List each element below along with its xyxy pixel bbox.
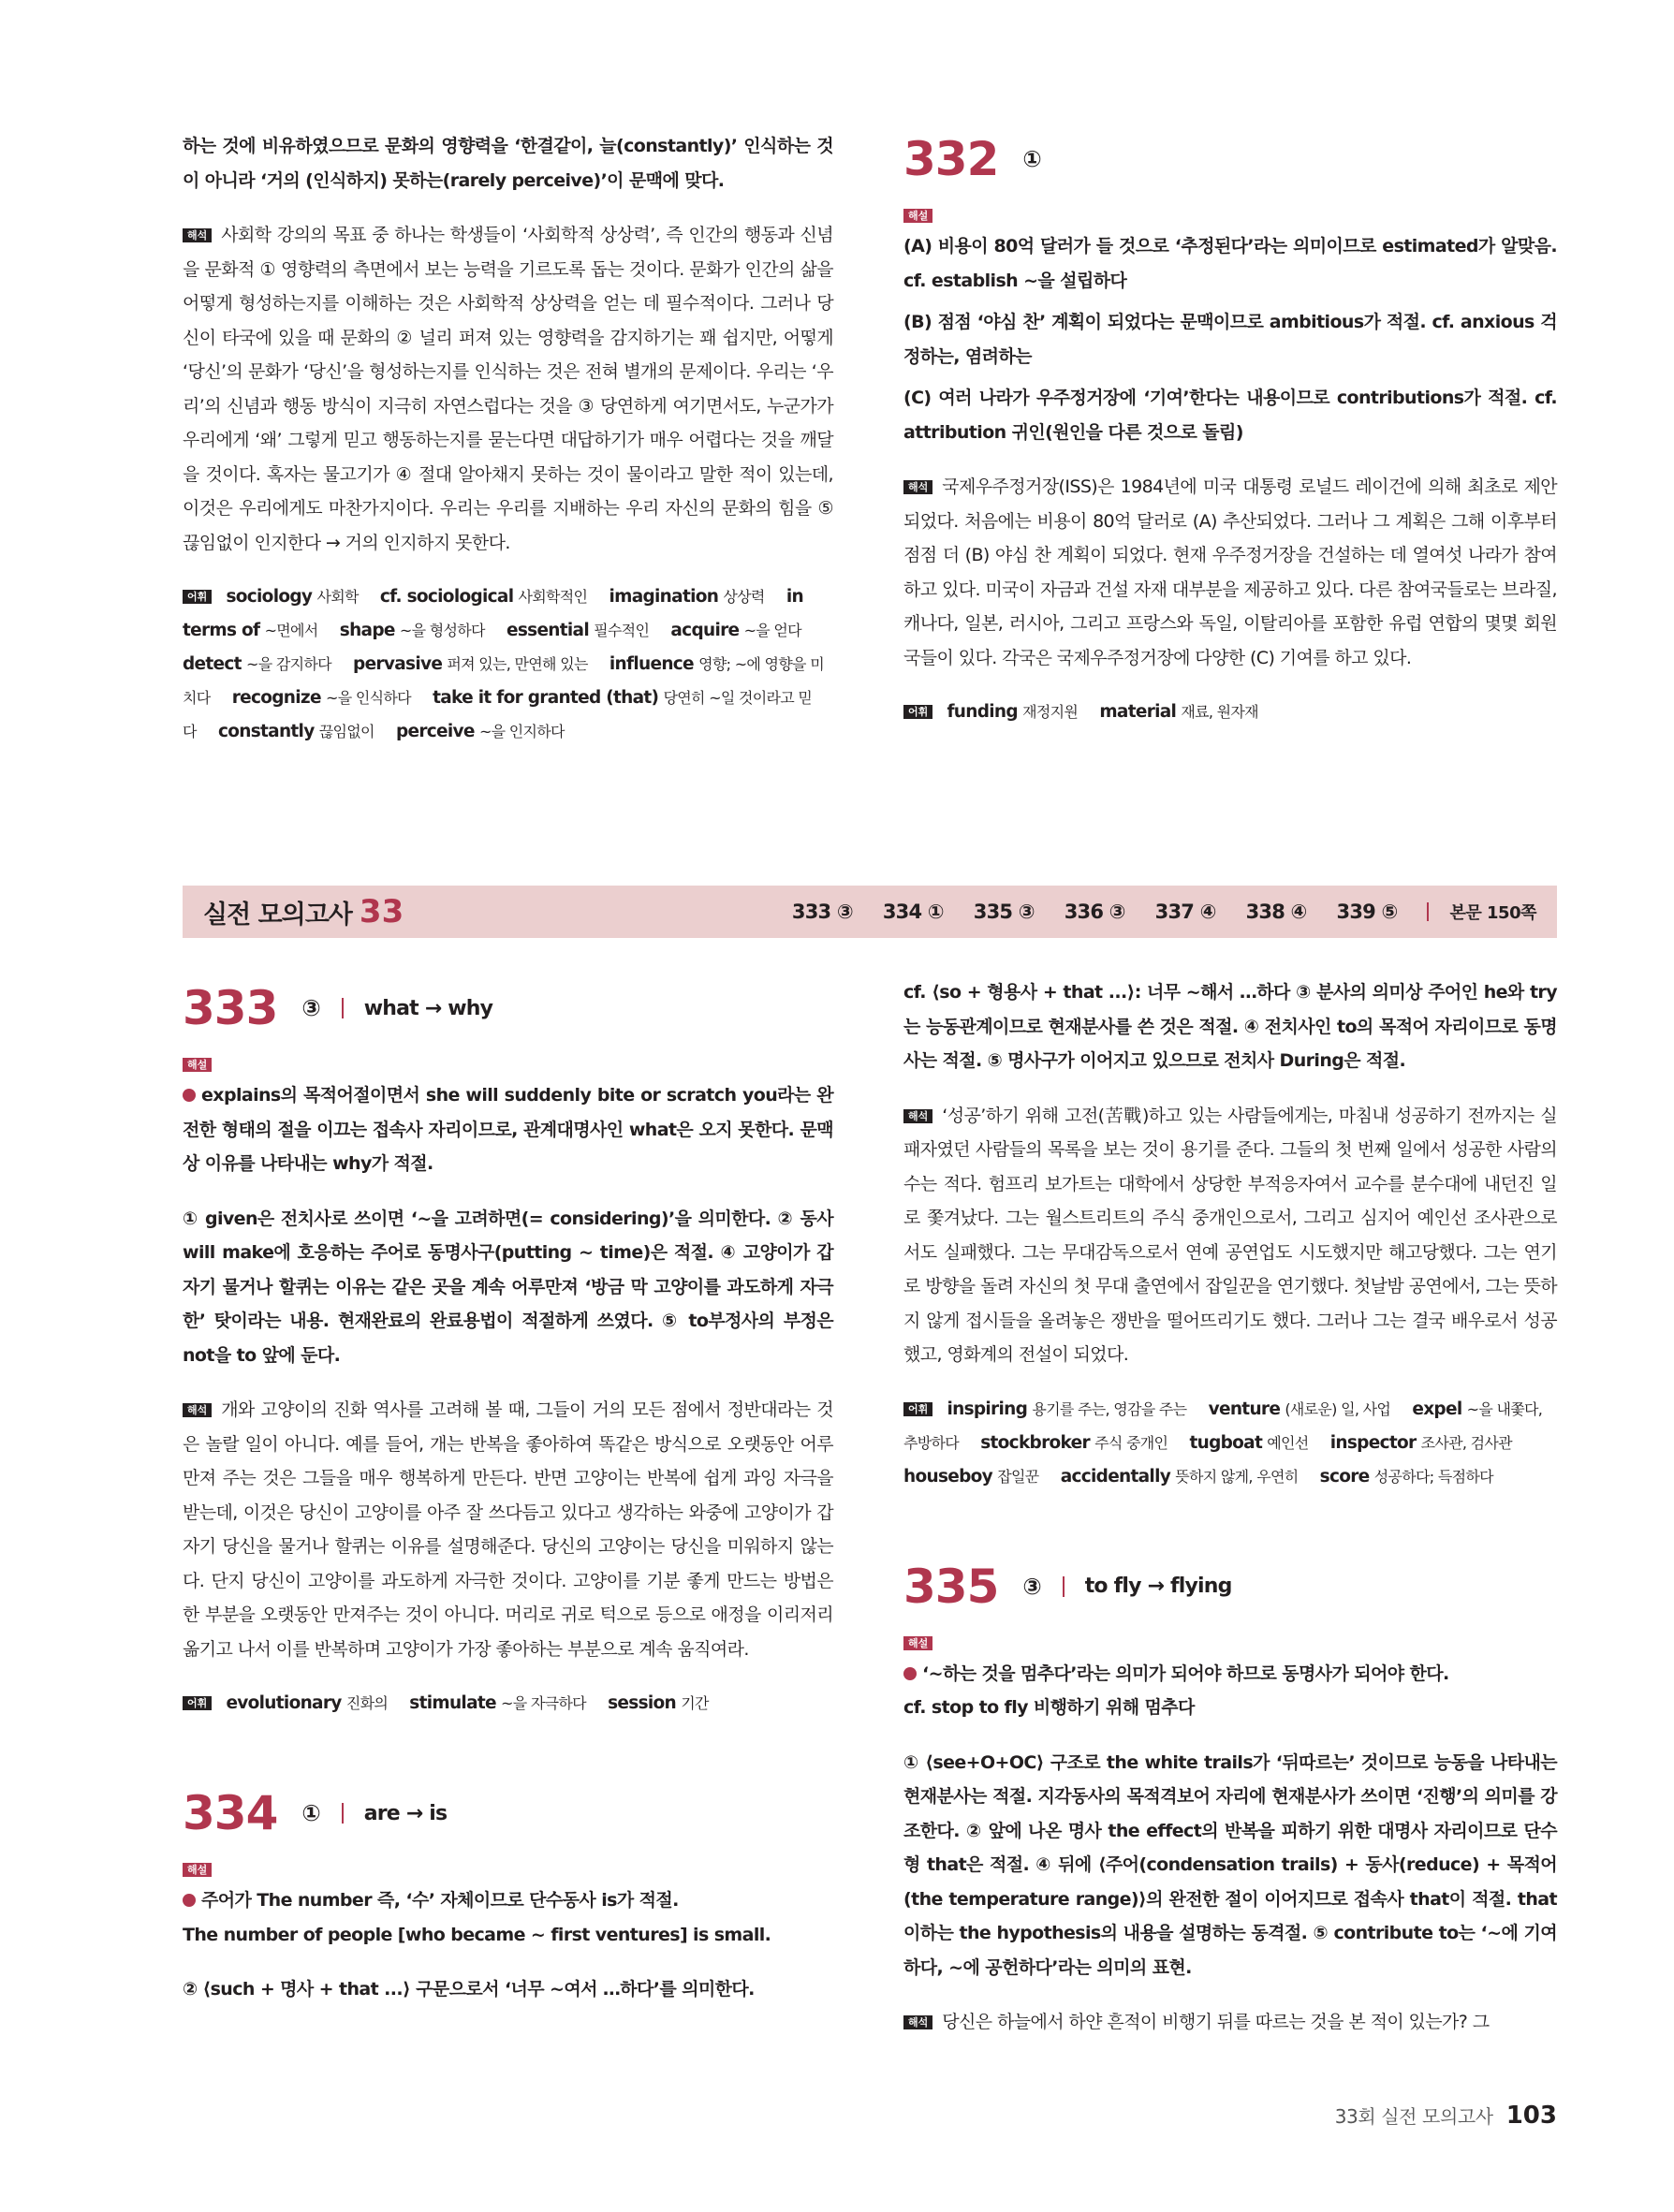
vocab-meaning: 재료, 원자재 [1181, 703, 1258, 721]
vocab-list [183, 580, 833, 749]
footer-label: 33회 실전 모의고사 [1334, 2105, 1493, 2128]
page-footer [1297, 2102, 1557, 2130]
vocab-meaning: 용기를 주는, 영감을 주는 [1032, 1399, 1187, 1418]
explanation-tag: 해설 [903, 1636, 932, 1650]
explanation-item-b: (B) 점점 ‘야심 찬’ 계획이 되었다는 문맥이므로 ambitious가 적절. cf. anxious 걱정하는, 염려하는 [903, 312, 1557, 367]
translation-paragraph [183, 218, 833, 560]
translation-text: 사회학 강의의 목표 중 하나는 학생들이 ‘사회학적 상상력’, 즉 인간의 행동과 신념을 문화적 ① 영향력의 측면에서 보는 능력을 기르도록 돕는 것이다. 문화가 인간의 삶을 어떻게 형성하는지를 이해하는 것은 사회학적 상상력을 얻는 데 필수적이다. 그러나 당신이 타국에 있을 때 문화의 ② 널리 퍼져 있는 영향력을 감지하기는 꽤 쉽지만, 어떻게 ‘당신’의 문화가 ‘당신’을 형성하는지를 인식하는 것은 전혀 별개의 문제이다. 우리는 ‘우리’의 신념과 행동 방식이 지극히 자연스럽다는 것을 ③ 당연하게 여기면서도, 누군가가 우리에게 ‘왜’ 그렇게 믿고 행동하는지를 묻는다면 대답하기가 매우 어렵다는 것을 깨달을 것이다. 혹자는 물고기가 ④ 절대 알아채지 못하는 것이 물이라고 말한 적이 있는데, 이것은 우리에게도 마찬가지이다. 우리는 우리를 지배하는 우리 자신의 문화의 힘을 ⑤ 끊임없이 인지한다 → 거의 인지하지 못한다. [183, 225, 833, 553]
explanation-tag-row [183, 1054, 833, 1073]
vocab-tag: 어휘 [903, 1402, 932, 1416]
band-page-reference: 본문 150쪽 [1449, 903, 1536, 923]
band-answer: 336 ③ [1064, 901, 1125, 923]
vocab-word: evolutionary [226, 1693, 342, 1713]
header-separator [342, 1803, 344, 1824]
translation-text: 개와 고양이의 진화 역사를 고려해 볼 때, 그들이 거의 모든 점에서 정반대라는 것은 놀랄 일이 아니다. 예를 들어, 개는 반복을 좋아하여 똑같은 방식으로 오랫동안 어루만져 주는 것은 그들을 매우 행복하게 만든다. 반면 고양이는 반복에 쉽게 과잉 자극을 받는데, 이것은 당신이 고양이를 아주 잘 쓰다듬고 있다고 생각하는 와중에 고양이가 갑자기 당신을 물거나 할퀴는 이유를 설명해준다. 당신의 고양이는 당신을 미워하지 않는다. 단지 당신이 고양이를 과도하게 자극한 것이다. 고양이를 기분 좋게 만드는 방법은 한 부분을 오랫동안 만져주는 것이 아니다. 머리로 귀로 턱으로 등으로 애정을 이리저리 옮기고 나서 이를 반복하며 고양이가 가장 좋아하는 부분으로 계속 움직여라. [183, 1399, 833, 1660]
band-answer-list [762, 900, 1557, 924]
explanation-detail: ① ⟨see+O+OC⟩ 구조로 the white trails가 ‘뒤따르는’ 것이므로 능동을 나타내는 현재분사는 적절. 지각동사의 목적격보어 자리에 현재분사가 쓰이면 ‘진행’의 의미를 강조한다. ② 앞에 나온 명사 the effect의 반복을 피하기 위한 대명사 자리이므로 단수형 that은 적절. ④ 뒤에 ⟨주어(condensation trails) + 동사(reduce) + 목적어(the temperature range)⟩의 완전한 절이 이어지므로 접속사 that이 적절. that 이하는 the hypothesis의 내용을 설명하는 동격절. ⑤ contribute to는 ‘~에 기여하다, ~에 공헌하다’라는 의미의 표현. [903, 1751, 1557, 1978]
correction-text: to fly → flying [1084, 1575, 1232, 1598]
explanation-tag-row [903, 1633, 1557, 1651]
band-answer: 334 ① [882, 901, 944, 923]
vocab-tag: 어휘 [903, 705, 932, 719]
vocab-tag: 어휘 [183, 1696, 212, 1710]
translation-paragraph [183, 1393, 833, 1666]
explanation-detail-continued: cf. ⟨so + 형용사 + that ...⟩: 너무 ~해서 …하다 ③ 분사의 의미상 주어인 he와 try는 능동관계이므로 현재분사를 쓴 것은 적절. ④ 전치사인 to의 목적어 자리이므로 동명사는 적절. ⑤ 명사구가 이어지고 있으므로 전치사 During은 적절. [903, 982, 1557, 1071]
question-header [183, 1780, 833, 1846]
vocab-meaning: ~을 자극하다 [501, 1694, 586, 1712]
vocab-meaning: 재정지원 [1022, 703, 1079, 721]
vocab-word: in terms of [183, 587, 803, 640]
vocab-word: inspiring [947, 1399, 1028, 1419]
vocab-meaning: ~면에서 [264, 622, 318, 639]
vocab-meaning: 퍼져 있는, 만연해 있는 [447, 655, 588, 673]
band-answer: 333 ③ [791, 901, 853, 923]
vocab-meaning: 주식 중개인 [1094, 1433, 1168, 1452]
band-answer: 338 ④ [1245, 901, 1307, 923]
vocab-word: pervasive [353, 654, 443, 674]
vocab-list [903, 1393, 1557, 1494]
vocab-word: influence [609, 654, 694, 674]
translation-paragraph [903, 1099, 1557, 1372]
translation-tag: 해석 [903, 1109, 932, 1123]
vocab-word: funding [947, 702, 1018, 722]
answer-choice: ③ [1022, 1573, 1042, 1600]
translation-text: 국제우주정거장(ISS)은 1984년에 미국 대통령 로널드 레이건에 의해 최초로 제안되었다. 처음에는 비용이 80억 달러로 (A) 추산되었다. 그러나 그 계획은 그해 이후부터 점점 더 (B) 야심 찬 계획이 되었다. 현재 우주정거장을 건설하는 데 열여섯 나라가 참여하고 있다. 미국이 자금과 건설 자재 대부분을 제공하고 있다. 다른 참여국들로는 브라질, 캐나다, 일본, 러시아, 그리고 프랑스와 독일, 이탈리아를 포함한 유럽 연합의 몇몇 회원국들이 있다. 각국은 국제우주정거장에 다양한 (C) 기여를 하고 있다. [903, 476, 1557, 668]
right-bottom-column [903, 975, 1557, 2060]
question-332-section [903, 126, 1557, 729]
vocab-meaning: 당연히 ~일 것이라고 믿다 [183, 689, 813, 740]
vocab-word: expel [1412, 1399, 1462, 1419]
vocab-meaning: ~을 인지하다 [478, 723, 565, 740]
band-title: 실전 모의고사 [203, 900, 352, 930]
band-separator [1427, 902, 1429, 921]
vocab-word: essential [506, 621, 589, 640]
explanation-tag: 해설 [183, 1863, 212, 1877]
question-header [903, 1554, 1557, 1619]
vocab-meaning: 기간 [681, 1694, 709, 1712]
vocab-word: acquire [670, 621, 740, 640]
left-top-column [183, 129, 833, 749]
translation-paragraph [903, 470, 1557, 675]
vocab-meaning: ~을 형성하다 [399, 622, 485, 639]
correction-text: what → why [363, 996, 493, 1020]
vocab-meaning: 끊임없이 [318, 723, 374, 740]
vocab-meaning: 예인선 [1267, 1433, 1309, 1452]
vocab-word: shape [339, 621, 395, 640]
vocab-meaning: ~을 내쫓다, 추방하다 [903, 1399, 1543, 1452]
explanation-detail: ② ⟨such + 명사 + that ...⟩ 구문으로서 ‘너무 ~여서 …하다’를 의미한다. [183, 1979, 755, 2000]
explanation-lead-text: explains의 목적어절이면서 she will suddenly bite or scratch you라는 완전한 형태의 절을 이끄는 접속사 자리이므로, 관계대명사인 what은 오지 못한다. 문맥상 이유를 나타내는 why가 적절. [183, 1085, 833, 1174]
band-answer: 337 ④ [1154, 901, 1216, 923]
vocab-list [183, 1687, 833, 1721]
vocab-meaning: 상상력 [723, 588, 765, 606]
vocab-meaning: 조사관, 검사관 [1420, 1433, 1512, 1452]
vocab-meaning: 필수적인 [594, 622, 650, 639]
vocab-word: stimulate [409, 1693, 496, 1713]
explanation-tag-row [903, 205, 1557, 224]
bullet-dot-icon [903, 1667, 917, 1680]
explanation-detail: ① given은 전치사로 쓰이면 ‘~을 고려하면(= considering)’을 의미한다. ② 동사 will make에 호응하는 주어로 동명사구(putting ~ time)은 적절. ④ 고양이가 갑자기 물거나 할퀴는 이유는 같은 곳을 계속 어루만져 ‘방금 막 고양이를 과도하게 자극한’ 탓이라는 내용. 현재완료의 완료용법이 적절하게 쓰였다. ⑤ to부정사의 부정은 not을 to 앞에 둔다. [183, 1208, 833, 1366]
translation-tag: 해석 [183, 1403, 212, 1417]
explanation-item-c: (C) 여러 나라가 우주정거장에 ‘기여’한다는 내용이므로 contributions가 적절. cf. attribution 귀인(원인을 다른 것으로 돌림) [903, 388, 1557, 443]
vocab-meaning: 잡일꾼 [997, 1467, 1039, 1486]
vocab-word: imagination [609, 587, 719, 607]
explanation-lead-text: 주어가 The number 즉, ‘수’ 자체이므로 단수동사 is가 적절. [201, 1890, 679, 1911]
translation-paragraph [903, 2005, 1557, 2040]
answer-choice: ③ [301, 995, 321, 1021]
translation-tag: 해석 [903, 480, 932, 494]
vocab-meaning: 사회학적인 [518, 588, 588, 606]
bullet-dot-icon [183, 1894, 196, 1907]
vocab-word: constantly [217, 722, 315, 741]
translation-text: 당신은 하늘에서 하얀 흔적이 비행기 뒤를 따르는 것을 본 적이 있는가? 그 [942, 2012, 1490, 2032]
vocab-word: take it for granted (that) [433, 688, 659, 708]
vocab-word: tugboat [1189, 1432, 1263, 1453]
question-number: 335 [903, 1559, 999, 1614]
vocab-word: session [608, 1693, 676, 1713]
vocab-tag: 어휘 [183, 590, 212, 604]
band-answer: 335 ③ [973, 901, 1035, 923]
vocab-word: stockbroker [980, 1432, 1090, 1453]
vocab-meaning: 성공하다; 득점하다 [1373, 1467, 1493, 1486]
vocab-word: houseboy [903, 1466, 993, 1487]
explanation-example-sentence: The number of people [who became ~ first ventures] is small. [183, 1924, 771, 1945]
vocab-word: recognize [231, 688, 321, 708]
explanation-item-a: (A) 비용이 80억 달러가 들 것으로 ‘추정된다’라는 의미이므로 estimated가 알맞음. cf. establish ~을 설립하다 [903, 236, 1557, 291]
vocab-meaning: ~을 얻다 [743, 622, 801, 639]
question-number: 332 [903, 132, 999, 186]
vocab-word: score [1319, 1466, 1370, 1487]
vocab-word: inspector [1329, 1432, 1417, 1453]
vocab-meaning: 뜻하지 않게, 우연히 [1175, 1467, 1299, 1486]
band-test-number: 33 [359, 893, 404, 930]
question-header [903, 126, 1557, 192]
vocab-word: material [1099, 702, 1177, 722]
explanation-lead-text: ‘~하는 것을 멈추다’라는 의미가 되어야 하므로 동명사가 되어야 한다. [922, 1663, 1449, 1684]
answer-choice: ① [301, 1800, 321, 1826]
explanation-lead [903, 1657, 1557, 1692]
vocab-meaning: 영향; ~에 영향을 미치다 [183, 655, 824, 707]
test-answer-band [183, 886, 1557, 938]
previous-answer-continuation: 하는 것에 비유하였으므로 문화의 영향력을 ‘한결같이, 늘(constantly)’ 인식하는 것이 아니라 ‘거의 (인식하지) 못하는(rarely perceive)’이 문맥에 맞다. [183, 136, 833, 191]
explanation-lead [183, 1883, 833, 1918]
explanation-cf-note: cf. stop to fly 비행하기 위해 멈추다 [903, 1697, 1195, 1718]
correction-text: are → is [363, 1801, 448, 1825]
vocab-meaning: ~을 감지하다 [245, 655, 331, 673]
explanation-tag: 해설 [183, 1058, 212, 1072]
question-number: 333 [183, 981, 278, 1035]
left-bottom-column [183, 975, 833, 2028]
question-header [183, 975, 833, 1041]
vocab-word: sociology [226, 587, 313, 607]
vocab-word: venture [1208, 1399, 1281, 1419]
vocab-meaning: ~을 인식하다 [326, 689, 411, 707]
question-number: 334 [183, 1786, 278, 1840]
header-separator [342, 998, 344, 1018]
page-number: 103 [1505, 2102, 1557, 2130]
vocab-word: cf. sociological [379, 587, 514, 607]
translation-tag: 해석 [903, 2015, 932, 2029]
vocab-list [903, 696, 1557, 729]
translation-text: ‘성공’하기 위해 고전(苦戰)하고 있는 사람들에게는, 마침내 성공하기 전까지는 실패자였던 사람들의 목록을 보는 것이 용기를 준다. 그들의 첫 번째 일에서 성공한 사람의 수는 적다. 험프리 보가트는 대학에서 상당한 부적응자여서 교수를 분수대에 내던진 일로 쫓겨났다. 그는 월스트리트의 주식 중개인으로서, 그리고 심지어 예인선 조사관으로서도 실패했다. 그는 무대감독으로서 연예 공연업도 시도했지만 해고당했다. 그는 연기로 방향을 돌려 자신의 첫 무대 출연에서 잡일꾼을 연기했다. 첫날밤 공연에서, 그는 뜻하지 않게 접시들을 올려놓은 쟁반을 떨어뜨리기도 했다. 그러나 그는 결국 배우로서 성공했고, 영화계의 전설이 되었다. [903, 1105, 1557, 1365]
explanation-lead [183, 1078, 833, 1181]
translation-tag: 해석 [183, 228, 212, 242]
explanation-tag-row [183, 1859, 833, 1878]
vocab-word: accidentally [1060, 1466, 1171, 1487]
bullet-dot-icon [183, 1089, 196, 1102]
vocab-meaning: 사회학 [316, 588, 359, 606]
band-answer: 339 ⑤ [1336, 901, 1398, 923]
explanation-tag: 해설 [903, 209, 932, 223]
vocab-meaning: (새로운) 일, 사업 [1285, 1399, 1391, 1418]
header-separator [1063, 1576, 1065, 1597]
vocab-meaning: 진화의 [345, 1694, 389, 1712]
vocab-word: detect [183, 654, 242, 674]
answer-choice: ① [1022, 146, 1042, 172]
vocab-word: perceive [395, 722, 475, 741]
